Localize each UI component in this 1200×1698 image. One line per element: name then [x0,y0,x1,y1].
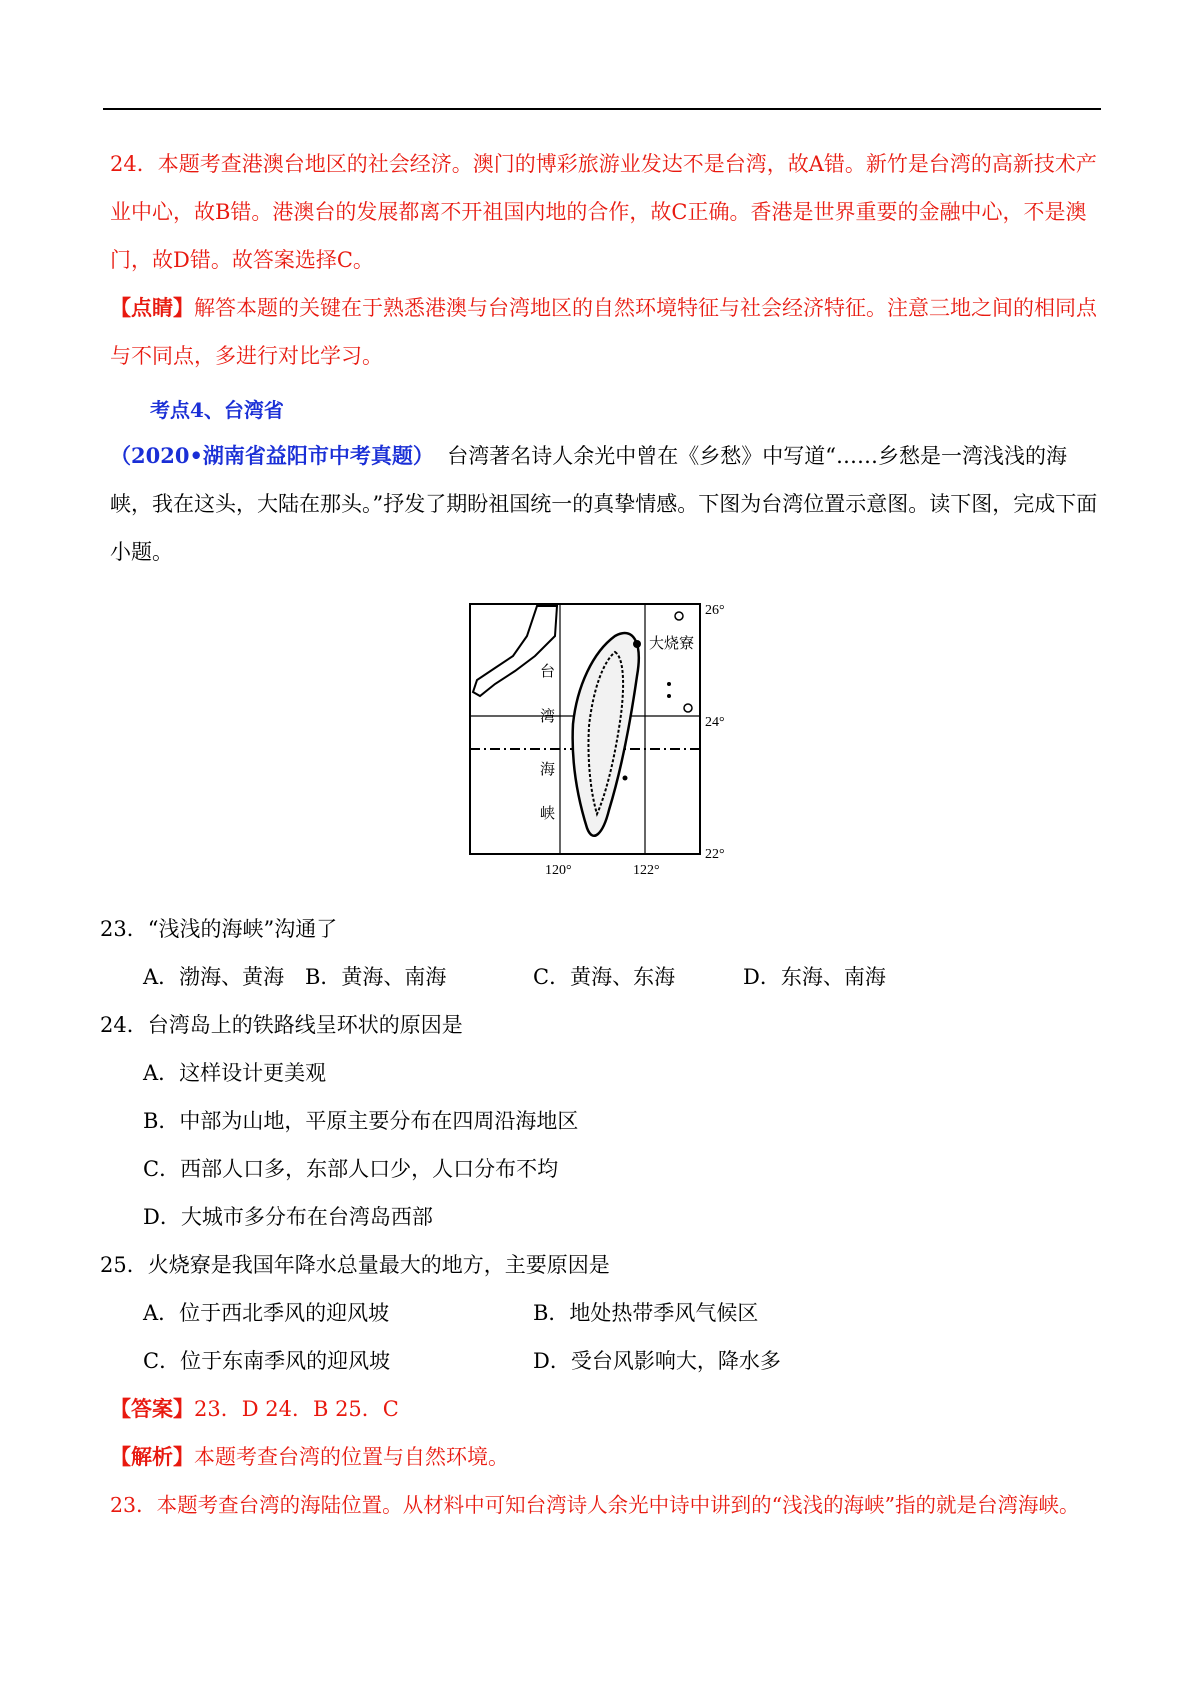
huoshaoliao-label: 大烧寮 [649,634,695,652]
lat-26-label: 26° [705,603,725,618]
lon-122-label: 122° [633,863,660,878]
answer-line [110,1394,399,1424]
lon-120-label: 120° [545,863,572,878]
question-23-option-d: D．东海、南海 [743,965,886,989]
question-23-option-a: A．渤海、黄海 [143,965,285,989]
taiwan-location-map [465,596,765,896]
question-24-option-d: D．大城市多分布在台湾岛西部 [143,1205,433,1229]
intro-text: 台湾著名诗人余光中曾在《乡愁》中写道“……乡愁是一湾浅浅的海峡，我在这头，大陆在那头。”抒发了期盼祖国统一的真挚情感。下图为台湾位置示意图。读下图，完成下面小题。 [110,444,1098,564]
question-25-option-d: D．受台风影响大，降水多 [533,1349,781,1373]
question-24-option-c: C．西部人口多，东部人口少，人口分布不均 [143,1157,559,1181]
analysis-line [110,1442,509,1472]
lat-22-label: 22° [705,847,725,862]
question-24-stem: 24．台湾岛上的铁路线呈环状的原因是 [100,1013,463,1037]
question-23-stem: 23．“浅浅的海峡”沟通了 [100,917,338,941]
answer-label: 【答案】 [110,1396,194,1421]
question-25-option-a: A．位于西北季风的迎风坡 [143,1301,390,1325]
analysis-text: 本题考查台湾的位置与自然环境。 [194,1445,509,1469]
header-rule [103,108,1101,110]
strait-char-1: 台 [540,662,556,680]
question-25-option-c: C．位于东南季风的迎风坡 [143,1349,391,1373]
huoshaoliao-point [633,640,641,648]
question-25-option-b: B．地处热带季风气候区 [533,1301,759,1325]
question-23-option-c: C．黄海、东海 [533,965,676,989]
answer-text: 23．D 24．B 25．C [194,1397,399,1421]
lat-24-label: 24° [705,715,725,730]
question-intro [110,432,1100,576]
tip-text: 解答本题的关键在于熟悉港澳与台湾地区的自然环境特征与社会经济特征。注意三地之间的相同点与不同点，多进行对比学习。 [110,296,1097,368]
question-24-option-b: B．中部为山地，平原主要分布在四周沿海地区 [143,1109,579,1133]
mainland-coast [473,606,557,696]
explanation-23: 23．本题考查台湾的海陆位置。从材料中可知台湾诗人余光中诗中讲到的“浅浅的海峡”指的就是台湾海峡。 [110,1493,1080,1517]
section-title: 考点4、台湾省 [150,398,284,422]
strait-char-4: 峡 [540,804,556,822]
question-25-stem: 25．火烧寮是我国年降水总量最大的地方，主要原因是 [100,1253,610,1277]
tip-paragraph [110,284,1100,380]
analysis-label: 【解析】 [110,1444,194,1469]
question-23-option-b: B．黄海、南海 [305,965,447,989]
explanation-24-previous: 24．本题考查港澳台地区的社会经济。澳门的博彩旅游业发达不是台湾，故A错。新竹是台湾的高新技术产业中心，故B错。港澳台的发展都离不开祖国内地的合作，故C正确。香港是世界重要的金融中心，不是澳门，故D错。故答案选择C。 [110,152,1097,272]
source-tag: （2020•湖南省益阳市中考真题） [110,443,434,468]
strait-char-3: 海 [540,760,556,778]
tip-label: 【点睛】 [110,295,194,320]
strait-char-2: 湾 [540,707,556,725]
question-24-option-a: A．这样设计更美观 [143,1061,327,1085]
